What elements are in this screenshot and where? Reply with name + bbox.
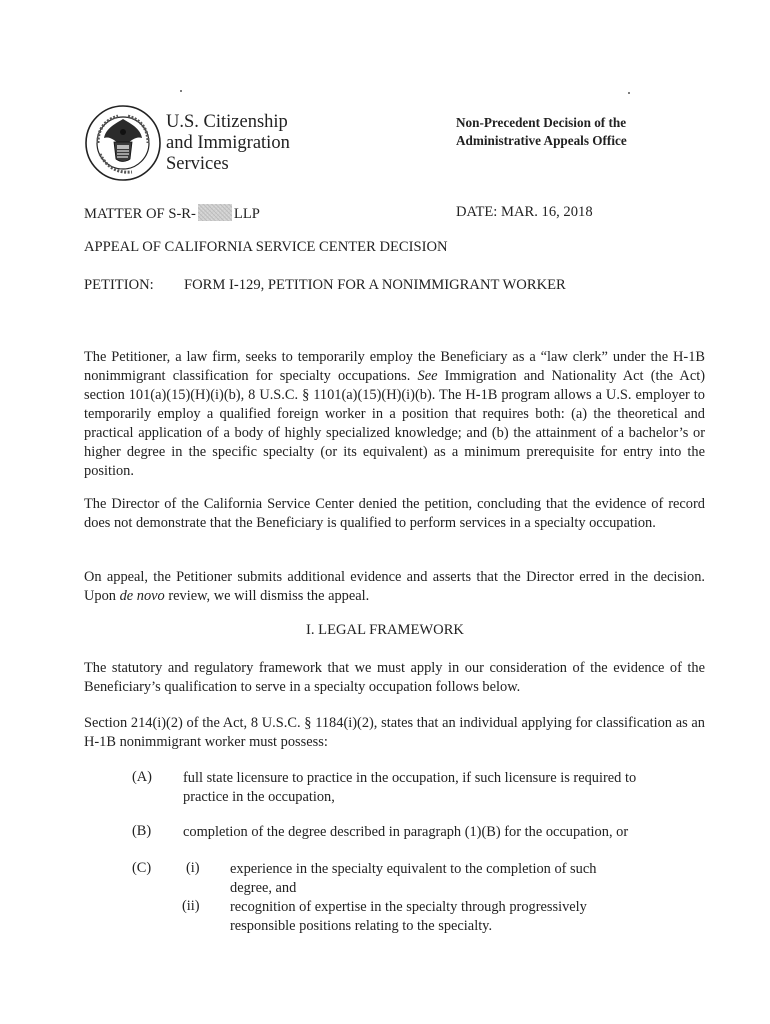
decision-type (456, 114, 627, 150)
list-label-b: (B) (132, 823, 152, 839)
redaction-block (198, 204, 232, 221)
list-label-a: (A) (132, 769, 152, 785)
paragraph-1-text-cont: Immigration and Nationality Act (the Act) section 101(a)(15)(H)(i)(b), 8 U.S.C. § 1101(a)(15)(H)(i)(b). The H-1B program allows a U.S. employer to temporarily employ a qualified foreign worker in a position that requires both: (a) the theoretical and practical application of a body of highly specialized knowledge; and (b) the attainment of a bachelor’s or higher degree in the specific specialty (or its equivalent) as a minimum prerequisite for entry into the position. (84, 368, 705, 479)
scan-speck (180, 90, 182, 92)
list-text-a: full state licensure to practice in the occupation, if such licensure is required to practice in the occupation, (183, 770, 637, 805)
list-label-c: (C) (132, 860, 152, 876)
petition-label: PETITION: (84, 277, 154, 293)
list-label-c-i: (i) (186, 860, 200, 876)
list-label-c-ii: (ii) (182, 898, 200, 914)
matter-suffix: LLP (233, 206, 260, 222)
agency-line-3: Services (166, 154, 229, 174)
list-text-c-i: experience in the specialty equivalent to the completion of such degree, and (230, 861, 597, 896)
section-heading: I. LEGAL FRAMEWORK (306, 622, 464, 638)
appeal-line: APPEAL OF CALIFORNIA SERVICE CENTER DECISION (84, 239, 448, 255)
paragraph-1-text: The Petitioner, a law firm, seeks to temporarily employ the Beneficiary as a “law clerk” under the H-1B nonimmigrant classification for specialty occupations. (84, 349, 705, 384)
petition-value: FORM I-129, PETITION FOR A NONIMMIGRANT WORKER (184, 277, 566, 293)
decision-line-1: Non-Precedent Decision of the (456, 115, 627, 130)
scan-speck (628, 92, 630, 94)
list-text-b: completion of the degree described in paragraph (1)(B) for the occupation, or (183, 824, 629, 840)
matter-prefix: MATTER OF S-R- (84, 206, 196, 222)
matter-line (84, 204, 260, 223)
de-novo-term: de novo (119, 588, 165, 604)
decision-line-2: Administrative Appeals Office (456, 133, 627, 148)
dhs-seal-logo (84, 104, 162, 182)
paragraph-3-text: On appeal, the Petitioner submits additional evidence and asserts that the Director erred in the decision. Upon (84, 569, 705, 604)
agency-line-2: and Immigration (166, 133, 290, 153)
paragraph-3-text-cont: review, we will dismiss the appeal. (164, 588, 370, 604)
paragraph-1 (84, 348, 705, 481)
decision-date: DATE: MAR. 16, 2018 (456, 204, 593, 220)
paragraph-5: Section 214(i)(2) of the Act, 8 U.S.C. § 1184(i)(2), states that an individual applying for classification as an H-1B nonimmigrant worker must possess: (84, 715, 705, 750)
list-text-c-ii: recognition of expertise in the specialty through progressively responsible positions relating to the specialty. (230, 899, 587, 934)
paragraph-4: The statutory and regulatory framework that we must apply in our consideration of the evidence of the Beneficiary’s qualification to serve in a specialty occupation follows below. (84, 660, 705, 695)
agency-line-1: U.S. Citizenship (166, 112, 288, 132)
paragraph-2: The Director of the California Service Center denied the petition, concluding that the evidence of record does not demonstrate that the Beneficiary is qualified to perform services in a specialty occupation. (84, 496, 705, 531)
see-signal: See (417, 368, 438, 384)
paragraph-3 (84, 568, 705, 606)
agency-name (166, 112, 290, 175)
